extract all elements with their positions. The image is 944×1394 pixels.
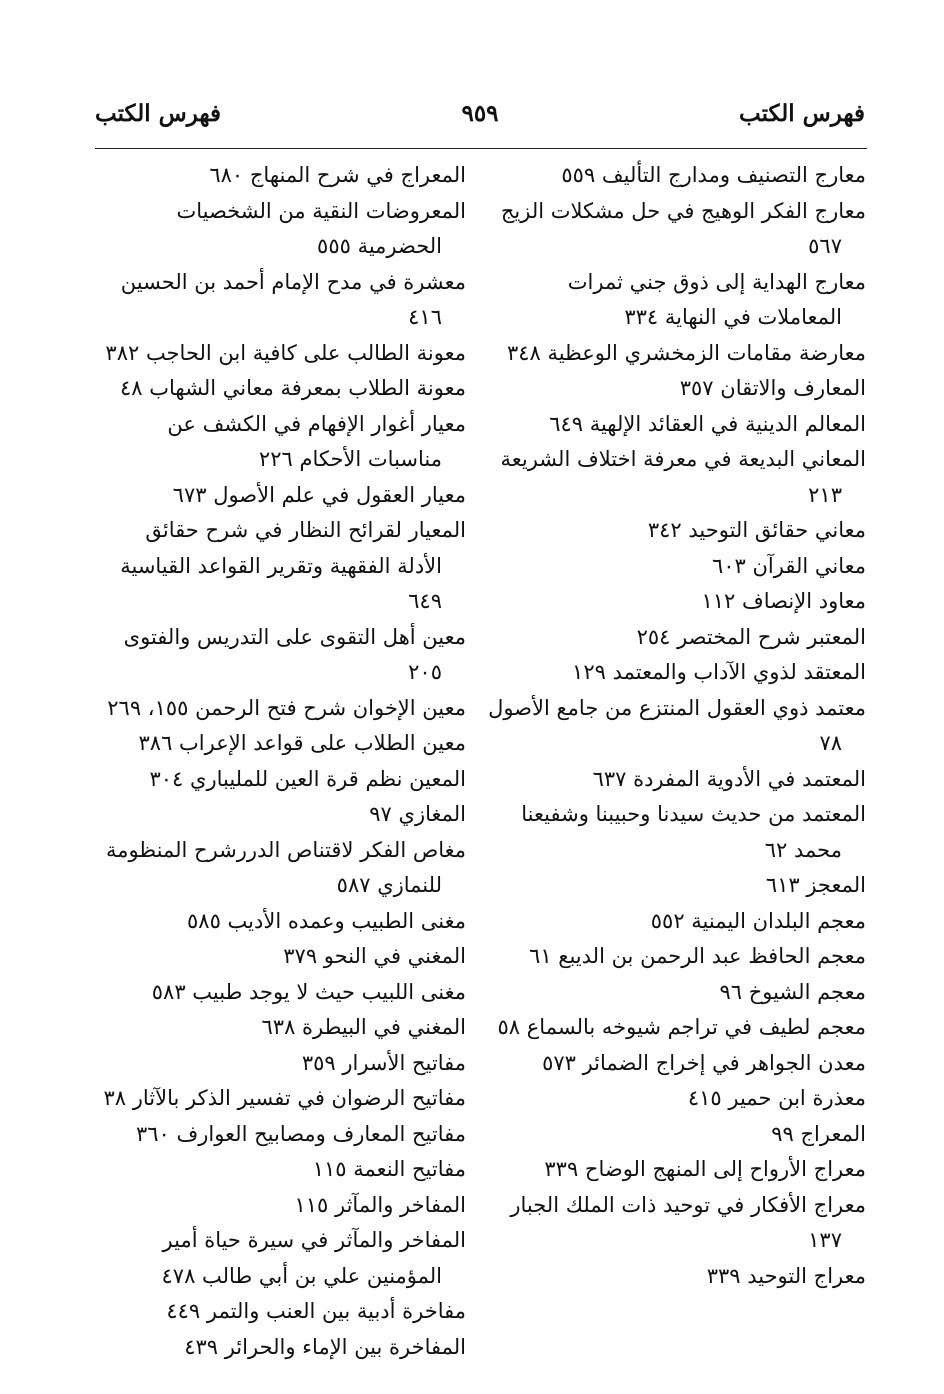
index-entry: معجم البلدان اليمنية ٥٥٢ (650, 908, 866, 933)
index-entry: معارضة مقامات الزمخشري الوعظية ٣٤٨ (506, 340, 866, 365)
index-entry: مفاخرة أدبية بين العنب والتمر ٤٤٩ (166, 1299, 466, 1323)
running-title-left: فهرس الكتب (95, 100, 221, 127)
index-entry: المعين نظم قرة العين للمليباري ٣٠٤ (149, 766, 466, 791)
index-entry: معذرة ابن حمير ٤١٥ (687, 1086, 866, 1110)
index-column-left (94, 158, 466, 1365)
index-entry: معدن الجواهر في إخراج الضمائر ٥٧٣ (542, 1050, 866, 1075)
index-entry: مفاتيح الأسرار ٣٥٩ (301, 1050, 466, 1075)
index-entry: معارج الهداية إلى ذوق جني ثمرات المعاملات في النهاية ٣٣٤ (567, 269, 866, 329)
index-entry: المعالم الدينية في العقائد الإلهية ٦٤٩ (549, 411, 866, 436)
index-entry: المعراج ٩٩ (771, 1121, 866, 1146)
index-entry: معجم الشيوخ ٩٦ (719, 979, 866, 1004)
index-entry: معين الطلاب على قواعد الإعراب ٣٨٦ (138, 731, 466, 755)
index-entry: المعتبر شرح المختصر ٢٥٤ (636, 624, 866, 649)
index-entry: معتمد ذوي العقول المنتزع من جامع الأصول ٧٨ (488, 695, 866, 755)
index-entry: معارج التصنيف ومدارج التأليف ٥٥٩ (561, 163, 866, 187)
header-divider (95, 148, 867, 149)
index-entry: معشرة في مدح الإمام أحمد بن الحسين ٤١٦ (120, 269, 466, 329)
index-entry: المعجز ٦١٣ (765, 873, 866, 897)
index-column-right (488, 158, 866, 1294)
index-entry: مفاتيح الرضوان في تفسير الذكر بالآثار ٣٨ (103, 1086, 466, 1110)
index-entry: مفاتيح النعمة ١١٥ (312, 1157, 466, 1181)
index-entry: معجم لطيف في تراجم شيوخه بالسماع ٥٨ (497, 1015, 866, 1039)
running-title-right: فهرس الكتب (739, 100, 865, 127)
index-entry: معراج الأرواح إلى المنهج الوضاح ٣٣٩ (544, 1157, 866, 1181)
index-entry: المفاخر والمآثر في سيرة حياة أمير المؤمنين علي بن أبي طالب ٤٧٨ (161, 1228, 466, 1288)
index-entry: معيار العقول في علم الأصول ٦٧٣ (172, 482, 466, 507)
index-entry: مغاص الفكر لاقتناص الدررشرح المنظومة للنمازي ٥٨٧ (106, 837, 466, 897)
index-entry: المعارف والاتقان ٣٥٧ (679, 376, 866, 400)
index-entry: المعيار لقرائح النظار في شرح حقائق الأدلة الفقهية وتقرير القواعد القياسية ٦٤٩ (120, 518, 466, 613)
index-entry: مغنى الطبيب وعمده الأديب ٥٨٥ (187, 908, 466, 933)
index-entry: معجم الحافظ عبد الرحمن بن الديبع ٦١ (529, 944, 866, 968)
index-entry: المغني في النحو ٣٧٩ (283, 944, 466, 968)
index-entry: مغنى اللبيب حيث لا يوجد طبيب ٥٨٣ (151, 979, 466, 1004)
index-entry: معراج التوحيد ٣٣٩ (706, 1263, 866, 1288)
index-entry: معيار أغوار الإفهام في الكشف عن مناسبات الأحكام ٢٢٦ (167, 411, 466, 471)
page-number: ٩٥٩ (461, 100, 499, 127)
index-entry: معين الإخوان شرح فتح الرحمن ١٥٥، ٢٦٩ (107, 695, 466, 720)
index-entry: المعاني البديعة في معرفة اختلاف الشريعة ٢١٣ (500, 447, 866, 507)
index-entry: المعتمد من حديث سيدنا وحبيبنا وشفيعنا محمد ٦٢ (521, 802, 866, 862)
index-entry: معونة الطلاب بمعرفة معاني الشهاب ٤٨ (120, 376, 466, 400)
index-entry: معارج الفكر الوهيج في حل مشكلات الزيج ٥٦٧ (500, 198, 866, 258)
index-entry: المعروضات النقية من الشخصيات الحضرمية ٥٥٥ (176, 198, 466, 258)
index-entry: معاني حقائق التوحيد ٣٤٢ (647, 518, 866, 542)
page-header (95, 100, 865, 140)
index-entry: المغازي ٩٧ (369, 802, 466, 826)
index-entry: المعتقد لذوي الآداب والمعتمد ١٢٩ (572, 660, 866, 684)
index-entry: المعراج في شرح المنهاج ٦٨٠ (209, 163, 466, 187)
index-entry: المعتمد في الأدوية المفردة ٦٣٧ (592, 766, 866, 791)
index-entry: معاني القرآن ٦٠٣ (711, 553, 866, 578)
index-entry: معاود الإنصاف ١١٢ (701, 589, 866, 613)
index-entry: معين أهل التقوى على التدريس والفتوى ٢٠٥ (123, 624, 466, 684)
index-entry: المفاخر والمآثر ١١٥ (294, 1192, 466, 1217)
index-entry: المغني في البيطرة ٦٣٨ (261, 1015, 466, 1039)
index-entry: مفاتيح المعارف ومصابيح العوارف ٣٦٠ (135, 1121, 466, 1146)
index-entry: المفاخرة بين الإماء والحرائر ٤٣٩ (184, 1334, 466, 1359)
index-entry: معونة الطالب على كافية ابن الحاجب ٣٨٢ (105, 340, 466, 365)
index-entry: معراج الأفكار في توحيد ذات الملك الجبار ١٣٧ (510, 1192, 866, 1252)
